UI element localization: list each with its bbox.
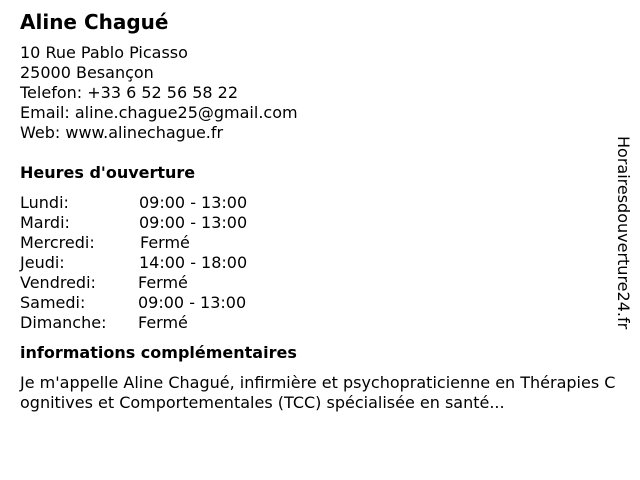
day-label: Samedi:: [20, 293, 86, 312]
hours-row: [20, 313, 620, 333]
day-time: Fermé: [140, 233, 190, 252]
hours-row: [20, 233, 620, 253]
listing-card: [20, 9, 620, 413]
day-label: Mercredi:: [20, 233, 95, 252]
day-label: Mardi:: [20, 213, 70, 232]
business-name: Aline Chagué: [20, 10, 169, 34]
opening-hours-heading: Heures d'ouverture: [20, 163, 196, 182]
day-time: 09:00 - 13:00: [138, 293, 247, 312]
site-watermark: Horairesdouverture24.fr: [614, 136, 633, 330]
additional-info-heading: informations complémentaires: [20, 343, 297, 362]
hours-row: [20, 213, 620, 233]
day-label: Dimanche:: [20, 313, 107, 332]
day-time: 09:00 - 13:00: [139, 193, 248, 212]
street-address: 10 Rue Pablo Picasso: [20, 43, 188, 62]
day-time: Fermé: [138, 273, 188, 292]
city-address: 25000 Besançon: [20, 63, 154, 82]
hours-row: [20, 293, 620, 313]
day-time: 14:00 - 18:00: [139, 253, 248, 272]
web-line: Web: www.alinechague.fr: [20, 123, 224, 142]
day-label: Jeudi:: [20, 253, 65, 272]
day-label: Vendredi:: [20, 273, 96, 292]
hours-row: [20, 193, 620, 213]
additional-info-text: Je m'appelle Aline Chagué, infirmière et psychopraticienne en Thérapies Cognitives et Comportementales (TCC) spécialisée en santé...: [20, 373, 616, 412]
day-time: Fermé: [138, 313, 188, 332]
hours-row: [20, 273, 620, 293]
email-line: Email: aline.chague25@gmail.com: [20, 103, 298, 122]
address-block: [20, 43, 620, 143]
hours-row: [20, 253, 620, 273]
opening-hours-list: [20, 193, 620, 333]
day-time: 09:00 - 13:00: [139, 213, 248, 232]
day-label: Lundi:: [20, 193, 69, 212]
phone-line: Telefon: +33 6 52 56 58 22: [20, 83, 239, 102]
